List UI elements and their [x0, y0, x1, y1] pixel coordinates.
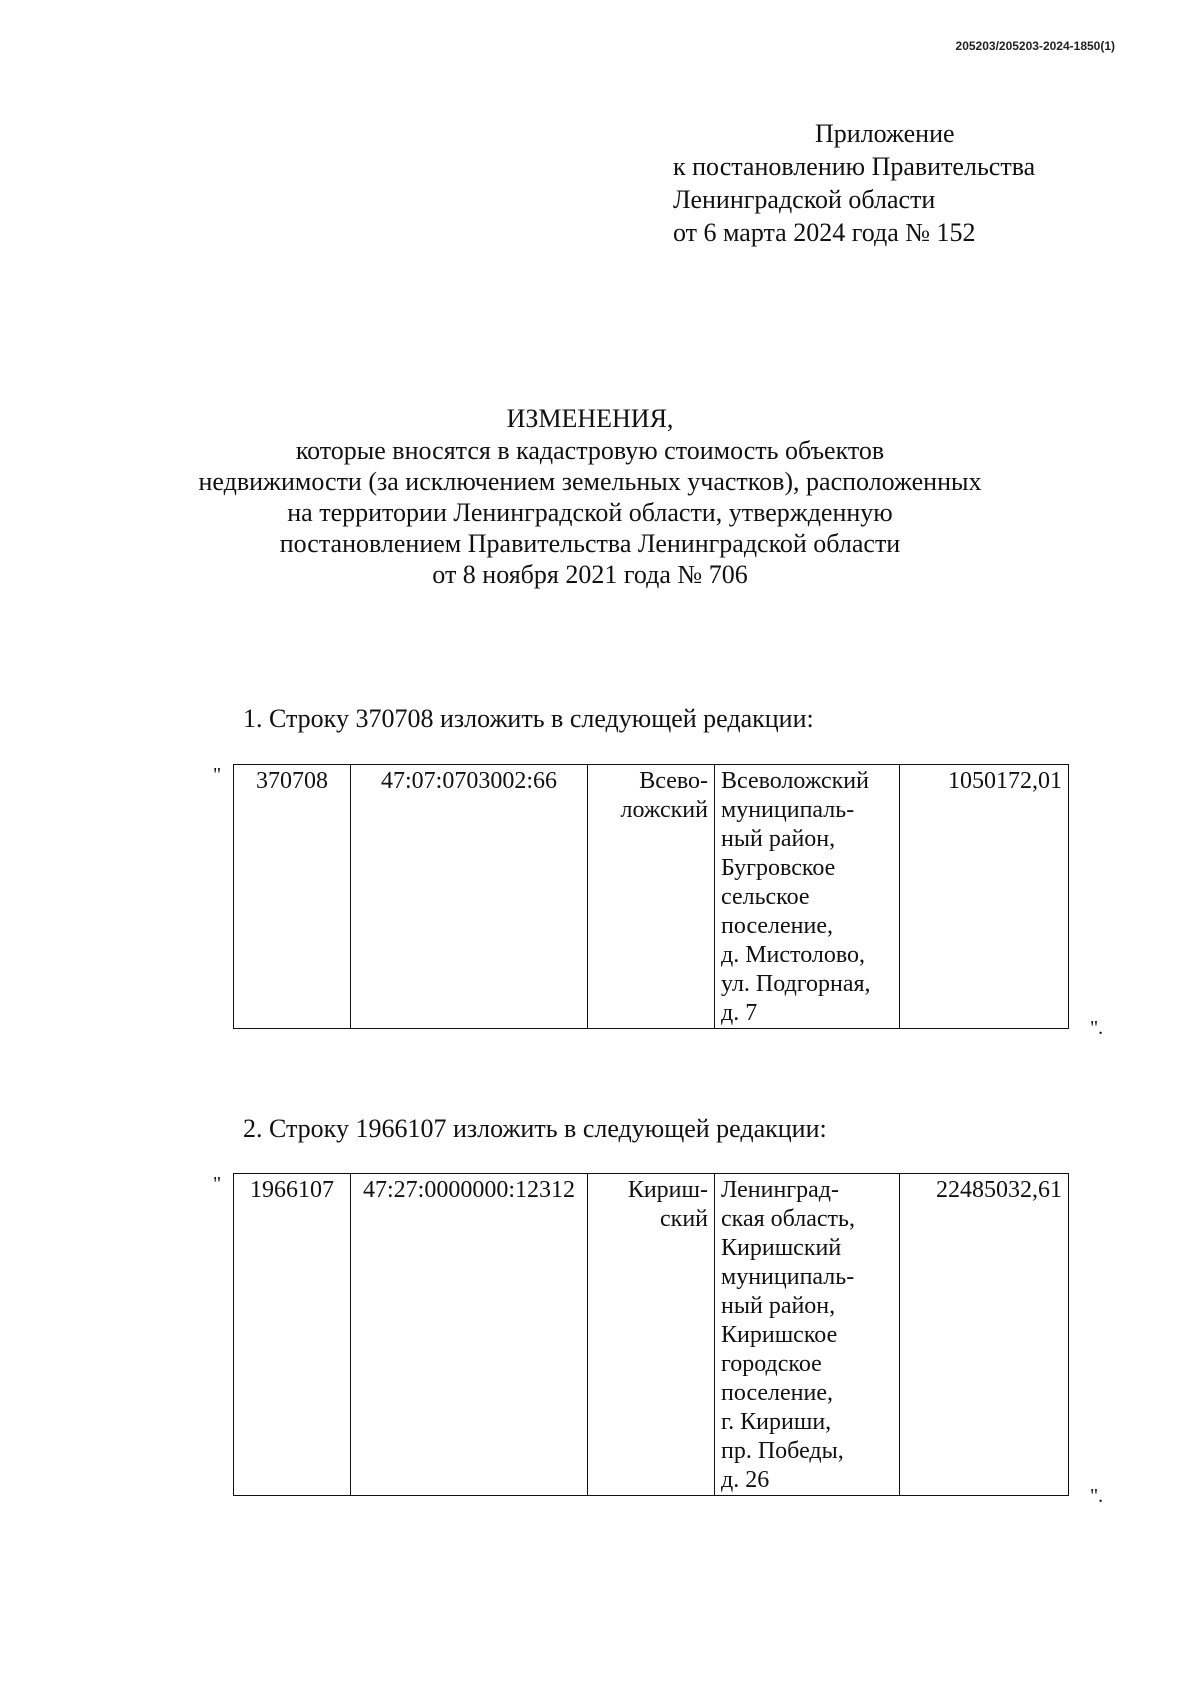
district-line: Кириш-	[627, 1177, 708, 1203]
district-line: ский	[660, 1206, 708, 1232]
row-number-cell: 1966107	[234, 1174, 351, 1496]
heading-title: ИЗМЕНЕНИЯ,	[506, 404, 674, 433]
address-line: муниципаль-	[721, 1264, 855, 1290]
heading-line: которые вносятся в кадастровую стоимость объектов	[295, 436, 885, 465]
close-quote: ".	[1090, 1485, 1104, 1507]
address-line: Киришский	[721, 1235, 842, 1261]
appendix-line: Приложение	[815, 119, 955, 148]
address-line: д. 7	[721, 1000, 758, 1026]
heading-line: от 8 ноября 2021 года № 706	[432, 560, 748, 589]
address-line: ный район,	[721, 826, 836, 852]
address-line: муниципаль-	[721, 797, 855, 823]
item-label: 1. Строку 370708 изложить в следующей редакции:	[243, 704, 814, 733]
district-line: ложский	[620, 797, 708, 823]
address-line: пр. Победы,	[721, 1438, 844, 1464]
appendix-line: Ленинградской области	[673, 185, 936, 214]
address-line: Всеволожский	[721, 768, 869, 794]
heading-line: на территории Ленинградской области, утвержденную	[287, 498, 893, 527]
address-line: сельское	[721, 884, 810, 910]
open-quote: "	[213, 764, 222, 786]
appendix-block	[673, 117, 1035, 249]
district-cell	[588, 1174, 715, 1496]
address-line: поселение,	[721, 1380, 834, 1406]
address-line: ул. Подгорная,	[721, 971, 871, 997]
address-line: г. Кириши,	[721, 1409, 832, 1435]
cadastral-value-cell: 22485032,61	[900, 1174, 1069, 1496]
address-line: Ленинград-	[721, 1177, 839, 1203]
address-cell	[715, 765, 900, 1029]
amendment-table	[233, 764, 1069, 1029]
address-line: д. Мистолово,	[721, 942, 866, 968]
item-label: 2. Строку 1966107 изложить в следующей редакции:	[243, 1114, 827, 1143]
row-number-cell: 370708	[234, 765, 351, 1029]
open-quote: "	[213, 1173, 222, 1195]
table-row	[234, 1174, 1069, 1496]
cadastral-number-cell: 47:07:0703002:66	[351, 765, 588, 1029]
address-line: ская область,	[721, 1206, 855, 1232]
address-line: поселение,	[721, 913, 834, 939]
address-line: городское	[721, 1351, 822, 1377]
district-cell	[588, 765, 715, 1029]
address-line: Бугровское	[721, 855, 836, 881]
appendix-line: к постановлению Правительства	[673, 152, 1036, 181]
cadastral-value-cell: 1050172,01	[900, 765, 1069, 1029]
table-row	[234, 765, 1069, 1029]
district-line: Всево-	[639, 768, 708, 794]
cadastral-number-cell: 47:27:0000000:12312	[351, 1174, 588, 1496]
close-quote: ".	[1090, 1017, 1104, 1039]
heading-line: постановлением Правительства Ленинградской области	[279, 529, 901, 558]
address-line: д. 26	[721, 1467, 770, 1493]
address-line: ный район,	[721, 1293, 836, 1319]
heading-line: недвижимости (за исключением земельных участков), расположенных	[198, 467, 982, 496]
amendment-table	[233, 1173, 1069, 1496]
address-cell	[715, 1174, 900, 1496]
document-id: 205203/205203-2024-1850(1)	[955, 39, 1115, 53]
appendix-line: от 6 марта 2024 года № 152	[673, 218, 976, 247]
address-line: Киришское	[721, 1322, 838, 1348]
document-heading	[150, 403, 1030, 590]
